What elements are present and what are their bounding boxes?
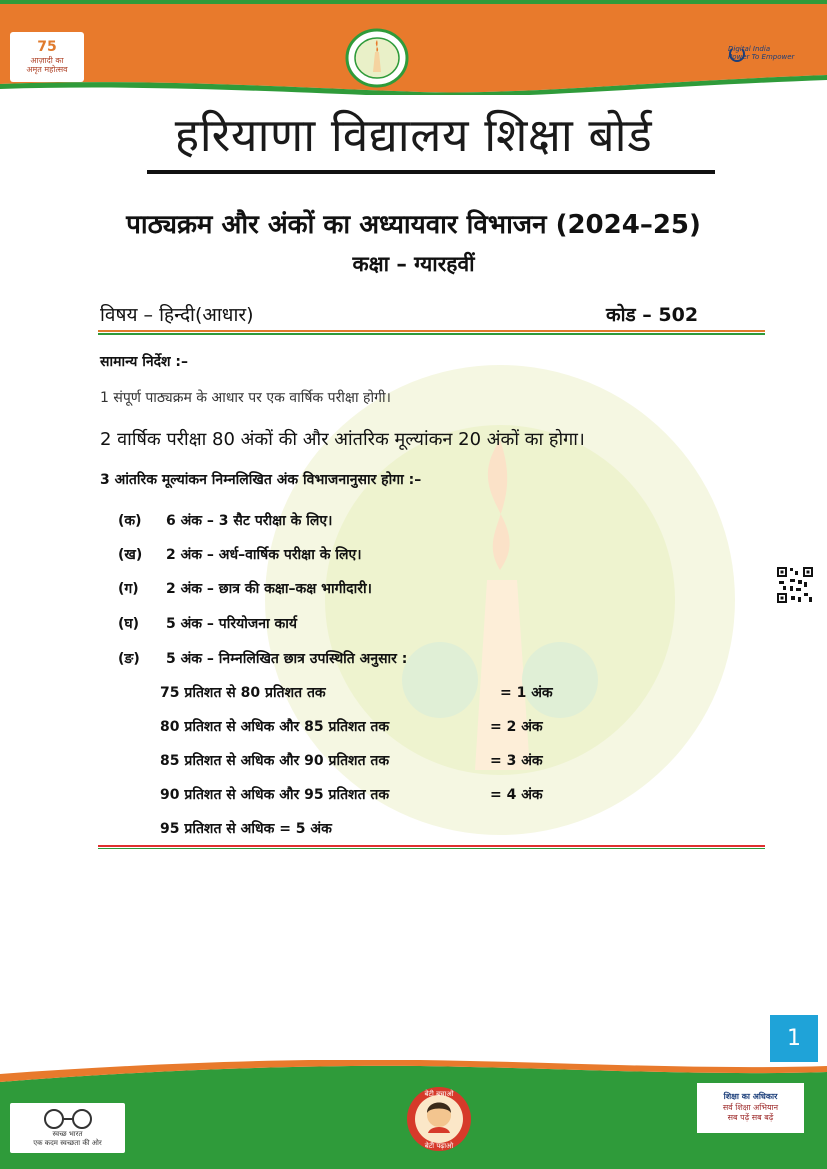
qr-code-icon[interactable] xyxy=(776,566,814,604)
attendance-range-label: 85 प्रतिशत से अधिक और 90 प्रतिशत तक xyxy=(160,753,390,769)
shiksha-line2: सर्व शिक्षा अभियान xyxy=(722,1102,779,1112)
list-item-text: 5 अंक – निम्नलिखित छात्र उपस्थिति अनुसार : xyxy=(166,651,408,667)
title-underline xyxy=(147,170,715,174)
list-item-marker: (ख) xyxy=(118,547,143,563)
instructions-heading: सामान्य निर्देश :– xyxy=(100,354,189,370)
logo-number: 75 xyxy=(37,39,57,55)
list-item xyxy=(118,545,362,564)
header-banner xyxy=(0,0,827,95)
attendance-range-label: 90 प्रतिशत से अधिक और 95 प्रतिशत तक xyxy=(160,787,390,803)
list-item-marker: (ङ) xyxy=(118,651,140,667)
list-item-text: 5 अंक – परियोजना कार्य xyxy=(166,616,298,632)
swachh-tagline: एक कदम स्वच्छता की ओर xyxy=(33,1139,102,1147)
attendance-range-score: = 2 अंक xyxy=(490,719,543,735)
list-item-marker: (क) xyxy=(118,513,142,529)
shiksha-title: शिक्षा का अधिकार xyxy=(723,1092,778,1102)
attendance-range-label: 75 प्रतिशत से 80 प्रतिशत तक xyxy=(160,685,326,701)
attendance-range-score: = 1 अंक xyxy=(500,685,553,701)
class-line: कक्षा – ग्यारहवीं xyxy=(352,252,475,276)
divider-bottom xyxy=(98,845,765,847)
attendance-range-score: = 4 अंक xyxy=(490,787,543,803)
instruction-2: 2 वार्षिक परीक्षा 80 अंकों की और आंतरिक मूल्यांकन 20 अंकों का होगा। xyxy=(100,429,585,450)
swachh-bharat-logo xyxy=(10,1103,125,1153)
beti-top-text: बेटी बचाओ xyxy=(424,1090,454,1098)
logo-line1: आज़ादी का xyxy=(30,55,64,65)
list-item-marker: (घ) xyxy=(118,616,140,632)
document-subtitle: पाठ्यक्रम और अंकों का अध्यायवार विभाजन (2024–25) xyxy=(126,210,701,240)
instruction-3: 3 आंतरिक मूल्यांकन निम्नलिखित अंक विभाजनानुसार होगा :– xyxy=(100,472,422,488)
list-item xyxy=(118,649,407,668)
beti-bachao-logo xyxy=(404,1077,474,1159)
list-item xyxy=(118,579,372,598)
code-label: कोड – 502 xyxy=(606,304,699,326)
attendance-range-label: 80 प्रतिशत से अधिक और 85 प्रतिशत तक xyxy=(160,719,390,735)
spectacles-icon xyxy=(38,1108,98,1130)
page-number: 1 xyxy=(770,1015,818,1062)
list-item xyxy=(118,614,297,633)
digital-india-logo xyxy=(728,38,800,70)
divider-bottom-green xyxy=(98,848,765,849)
shiksha-adhikar-logo xyxy=(697,1083,804,1133)
divider-top xyxy=(98,330,765,332)
attendance-range-score: = 3 अंक xyxy=(490,753,543,769)
digital-india-title: Digital India xyxy=(728,45,771,54)
attendance-range-label: 95 प्रतिशत से अधिक = 5 अंक xyxy=(160,821,332,837)
list-item-text: 6 अंक – 3 सैट परीक्षा के लिए। xyxy=(166,513,333,529)
beti-bottom-text: बेटी पढ़ाओ xyxy=(424,1142,454,1150)
list-item-marker: (ग) xyxy=(118,581,139,597)
board-title: हरियाणा विद्यालय शिक्षा बोर्ड xyxy=(174,108,653,162)
divider-top-green xyxy=(98,333,765,335)
swachh-title: स्वच्छ भारत xyxy=(52,1130,83,1138)
shiksha-line3: सब पढ़ें सब बढ़ें xyxy=(727,1113,774,1123)
list-item xyxy=(118,511,332,530)
list-item-text: 2 अंक – अर्ध–वार्षिक परीक्षा के लिए। xyxy=(166,547,362,563)
board-seal-icon xyxy=(345,28,409,88)
logo-line2: अमृत महोत्सव xyxy=(26,65,68,75)
azadi-amrit-mahotsav-logo xyxy=(10,32,84,82)
subject-label: विषय – हिन्दी(आधार) xyxy=(100,304,254,326)
digital-india-tagline: Power To Empower xyxy=(728,53,795,61)
list-item-text: 2 अंक – छात्र की कक्षा–कक्ष भागीदारी। xyxy=(166,581,372,597)
instruction-1: 1 संपूर्ण पाठ्यक्रम के आधार पर एक वार्षिक परीक्षा होगी। xyxy=(100,390,391,406)
